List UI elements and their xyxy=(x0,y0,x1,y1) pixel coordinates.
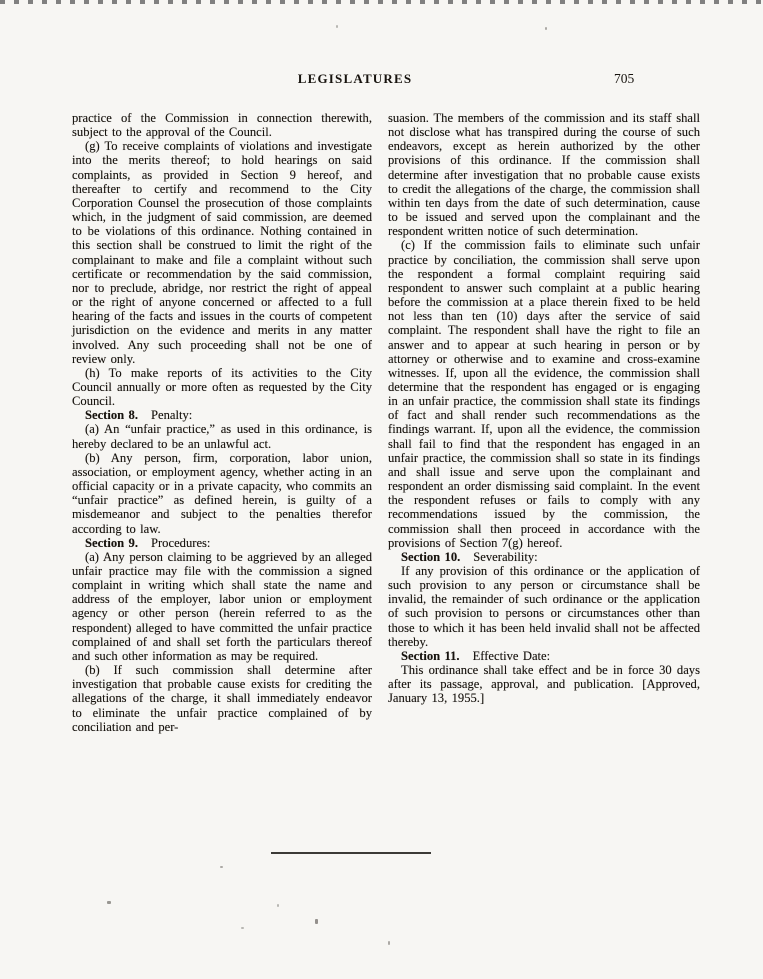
footer-divider xyxy=(271,852,431,854)
paragraph-g: (g) To receive complaints of violations and investigate into the merits thereof; to hold hearings on said complaints, as provided in Section 9 hereof, and thereafter to certify and recommend to the City Corporation Counsel the prosecution of those complaints which, in the judgment of said commission, are deemed to be violations of this ordinance. Nothing contained in this section shall be construed to limit the right of the complainant to make and file a complaint without such certificate or recommendation by the said commission, nor to preclude, abridge, nor restrict the right of appeal or the right of anyone concerned or affected to a full hearing of the facts and issues in the courts of competent jurisdiction on the evidence and merits in any matter involved. Any such proceeding shall not be one of review only. xyxy=(72,139,372,366)
paragraph-11: This ordinance shall take effect and be in force 30 days after its passage, approval, and publication. [Approved, January 13, 1955.] xyxy=(388,663,700,706)
paragraph-continuation: practice of the Commission in connection therewith, subject to the approval of the Council. xyxy=(72,111,372,140)
scan-edge-artifact xyxy=(0,0,763,4)
section-11-label: Section 11. xyxy=(401,648,460,663)
right-column xyxy=(388,111,700,734)
paragraph-9c: (c) If the commission fails to eliminate such unfair practice by conciliation, the commission shall serve upon the respondent a formal complaint requiring said respondent to answer such complaint at a public hearing before the commission at a place therein fixed to be held not less than ten (10) days after the service of said complaint. The respondent shall have the right to file an answer and to appear at such hearing in person or by attorney or otherwise and to examine and cross-examine witnesses. If, upon all the evidence, the commission shall determine that the respondent has engaged or is engaging in an unfair practice, the commission shall state its findings of fact and shall render such recommendations as the findings warrant. If, upon all the evidence, the commission shall fail to find that the respondent has engaged in an unfair practice, the commission shall so state in its findings and shall issue and serve upon the complainant and respondent an order dismissing said complaint. In the event the respondent refuses or fails to comply with any recommendations issued by the commission, the commission shall then proceed in accordance with the provisions of Section 7(g) hereof. xyxy=(388,238,700,550)
section-10-heading xyxy=(388,550,700,564)
scan-speck xyxy=(277,904,279,907)
scan-speck xyxy=(107,901,111,904)
running-head: LEGISLATURES xyxy=(297,71,413,86)
section-9-label: Section 9. xyxy=(85,535,138,550)
paragraph-8a: (a) An “unfair practice,” as used in this ordinance, is hereby declared to be an unlawful act. xyxy=(72,422,372,451)
section-10-title: Severability: xyxy=(473,549,538,564)
paragraph-10: If any provision of this ordinance or the application of such provision to any person or circumstance shall be invalid, the remainder of such ordinance or the application of such provision to persons or circumstances other than those to which it has been held invalid shall not be affected thereby. xyxy=(388,564,700,649)
page-number: 705 xyxy=(614,71,635,86)
section-10-label: Section 10. xyxy=(401,549,461,564)
section-9-heading xyxy=(72,536,372,550)
scan-speck xyxy=(315,919,318,924)
section-9-title: Procedures: xyxy=(150,535,211,550)
paragraph-continuation: suasion. The members of the commission and its staff shall not disclose what has transpired during the course of such endeavors, except as herein authorized by the other provisions of this ordinance. If the commission shall determine after investigation that no probable cause exists to credit the allegations of the charge, the commission shall within ten days from the date of such determination, cause to be issued and served upon the complainant and the respondent written notice of such determination. xyxy=(388,111,700,239)
section-8-label: Section 8. xyxy=(85,408,138,423)
scan-speck xyxy=(220,866,223,868)
paragraph-9a: (a) Any person claiming to be aggrieved by an alleged unfair practice may file with the commission a signed complaint in writing which shall state the name and address of the employer, labor union or employment agency or other person (herein referred to as the respondent) alleged to have committed the unfair practice complained of and shall set forth the particulars thereof and such other information as may be required. xyxy=(72,549,372,663)
section-8-title: Penalty: xyxy=(150,408,193,423)
section-11-title: Effective Date: xyxy=(472,648,551,663)
scan-speck xyxy=(388,941,390,945)
left-column xyxy=(72,111,372,734)
text-columns xyxy=(72,111,700,734)
paragraph-h: (h) To make reports of its activities to the City Council annually or more often as requested by the City Council. xyxy=(72,365,372,409)
section-8-heading xyxy=(72,408,372,422)
paragraph-8b: (b) Any person, firm, corporation, labor union, association, or employment agency, whether acting in an official capacity or in a private capacity, who commits an “unfair practice” as defined herein, is guilty of a misdemeanor and subject to the penalties therefor according to law. xyxy=(72,450,372,536)
scan-speck xyxy=(336,25,338,28)
scan-speck xyxy=(545,27,547,30)
paragraph-9b: (b) If such commission shall determine after investigation that probable cause exists for crediting the allegations of the charge, it shall immediately endeavor to eliminate the unfair practice complained of by conciliation and per- xyxy=(72,663,372,734)
scan-speck xyxy=(241,927,244,929)
section-11-heading xyxy=(388,649,700,663)
